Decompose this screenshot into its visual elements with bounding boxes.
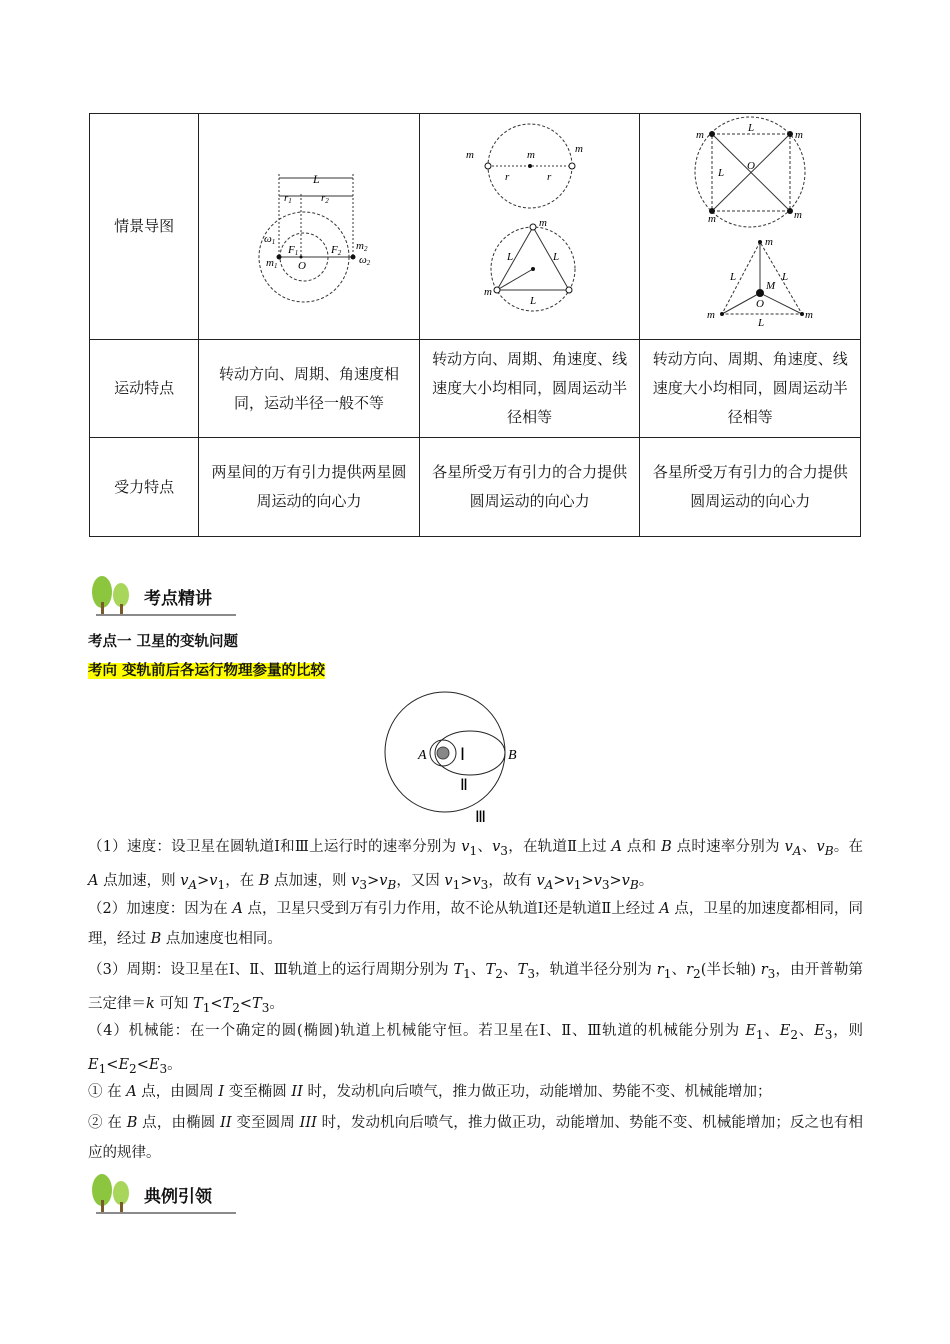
label-m-tri-left: m (707, 309, 716, 321)
comparison-table (89, 113, 861, 537)
label-L-right: L (552, 251, 559, 263)
table-row (90, 114, 861, 340)
label-F2: F (331, 243, 338, 256)
section-title: 典例引领 (144, 1187, 212, 1207)
label-F1-sub: 1 (294, 248, 299, 257)
label-O-quad: O (747, 160, 756, 172)
row-label: 受力特点 (90, 438, 199, 537)
label-orbit-III: Ⅲ (475, 809, 487, 826)
label-L-side: L (718, 167, 725, 179)
label-m-tri-right: m (805, 309, 814, 321)
label-omega2: ω (359, 253, 367, 266)
paragraph-period: （3）周期：设卫星在Ⅰ、Ⅱ、Ⅲ轨道上的运行周期分别为 $T_1$、$T_2$、$T_3$，轨道半径分别为 $r_1$、$r_2$(半长轴) $r_3$，由开普勒第三定律＝k 可知 $T_1<T_2<T_3$。 (88, 962, 864, 1015)
label-orbit-I: Ⅰ (460, 745, 466, 764)
label-m-right: m (574, 143, 583, 155)
label-O: O (298, 259, 307, 272)
label-m-top2: m (765, 236, 774, 248)
label-L: L (313, 171, 320, 186)
triple-star-diagram-cell (419, 114, 640, 340)
label-O-tri: O (756, 298, 765, 310)
paragraph-acceleration: （2）加速度：因为在 A 点，卫星只受到万有引力作用，故不论从轨道Ⅰ还是轨道Ⅱ上经过 A 点，卫星的加速度都相同，同理，经过 B 点加速度也相同。 (88, 901, 863, 947)
svg-text:ω1 (264, 233, 275, 246)
svg-text:m1 (266, 257, 277, 270)
label-r-right: r (546, 171, 551, 183)
label-m-center: m (526, 149, 535, 161)
section-title: 考点精讲 (144, 589, 212, 609)
label-M: M (766, 280, 776, 292)
paragraph-speed: （1）速度：设卫星在圆轨道Ⅰ和Ⅲ上运行时的速率分别为 $v_1$、$v_3$，在轨道Ⅱ上过 A 点和 B 点时速率分别为 $v_A$、$v_B$。在 A 点加速，则 $v_A>v_1$，在 B 点加速，则 $v_3>v_B$，又因 $v_1>v_3$，故有 $v_A>v_1>v_3>v_B$。 (88, 839, 864, 892)
label-m-left: m (465, 149, 474, 161)
label-omega2-sub: 2 (366, 258, 371, 267)
label-m2: m (356, 239, 365, 252)
label-m1: m (266, 256, 275, 269)
label-omega1-sub: 1 (271, 237, 276, 246)
label-L-tri-right: L (782, 271, 789, 283)
label-m2-sub: 2 (364, 244, 368, 253)
label-L-bottom: L (529, 295, 536, 307)
table-row (90, 438, 861, 537)
label-F1: F (288, 243, 295, 256)
orbit-diagram (380, 688, 560, 828)
tree-icon (88, 1172, 144, 1216)
paragraph-point-A: ① 在 A 点，由圆周 I 变至椭圆 II 时，发动机向后喷气，推力做正功，动能增加、势能不变、机械能增加； (88, 1084, 772, 1100)
svg-text:m2 (356, 240, 368, 253)
label-m-top: m (538, 217, 547, 229)
paragraph-energy: （4）机械能：在一个确定的圆(椭圆)轨道上机械能守恒。若卫星在Ⅰ、Ⅱ、Ⅲ轨道的机械能分别为 $E_1$、$E_2$、$E_3$，则 $E_1<E_2<E_3$。 (88, 1023, 864, 1076)
label-L-tri-bottom: L (758, 317, 765, 329)
tree-icon (88, 574, 144, 618)
label-m-tl: m (696, 129, 705, 141)
label-B: B (508, 748, 517, 763)
svg-text:r2 (321, 192, 329, 205)
label-omega1: ω (264, 232, 272, 245)
label-r2-sub: 2 (325, 196, 329, 205)
label-m-bl2: m (708, 213, 717, 225)
row-label: 情景导图 (90, 114, 199, 340)
svg-text:F2 (330, 244, 342, 257)
table-cell: 转动方向、周期、角速度、线速度大小均相同，圆周运动半径相等 (419, 340, 640, 438)
section-banner-key-points (88, 574, 238, 618)
section-banner-examples (88, 1172, 238, 1216)
label-r2: r (321, 191, 326, 204)
divider (96, 614, 236, 616)
triple-star-diagram (430, 114, 630, 329)
topic-subtitle: 考向 变轨前后各运行物理参量的比较 (88, 663, 326, 679)
paragraph-point-B: ② 在 B 点，由椭圆 II 变至圆周 III 时，发动机向后喷气，推力做正功，动能增加、势能不变、机械能增加；反之也有相应的规律。 (88, 1115, 864, 1161)
label-A: A (418, 748, 427, 763)
label-m-bl: m (483, 286, 492, 298)
label-F2-sub: 2 (337, 248, 342, 257)
divider (96, 1212, 236, 1214)
label-m-br: m (794, 209, 803, 221)
table-cell: 各星所受万有引力的合力提供圆周运动的向心力 (640, 438, 861, 537)
binary-star-diagram (209, 132, 409, 312)
svg-text:F1 (287, 244, 298, 257)
table-cell: 两星间的万有引力提供两星圆周运动的向心力 (199, 438, 420, 537)
topic-title: 考点一 卫星的变轨问题 (88, 634, 239, 650)
label-r-left: r (504, 171, 509, 183)
label-L-left: L (506, 251, 513, 263)
table-cell: 转动方向、周期、角速度相同，运动半径一般不等 (199, 340, 420, 438)
label-L-tri-left: L (730, 271, 737, 283)
svg-text:ω2 (359, 254, 371, 267)
label-L-top: L (748, 122, 755, 134)
label-r1: r (284, 191, 289, 204)
row-label: 运动特点 (90, 340, 199, 438)
svg-text:r1 (284, 192, 292, 205)
label-m1-sub: 1 (274, 261, 278, 270)
table-cell: 各星所受万有引力的合力提供圆周运动的向心力 (419, 438, 640, 537)
quad-star-diagram-cell (640, 114, 861, 340)
table-cell: 转动方向、周期、角速度、线速度大小均相同，圆周运动半径相等 (640, 340, 861, 438)
binary-star-diagram-cell (199, 114, 420, 340)
table-row (90, 340, 861, 438)
label-m-tr: m (795, 129, 804, 141)
label-orbit-II: Ⅱ (460, 777, 468, 794)
label-r1-sub: 1 (288, 196, 292, 205)
quad-star-diagram (650, 114, 850, 329)
